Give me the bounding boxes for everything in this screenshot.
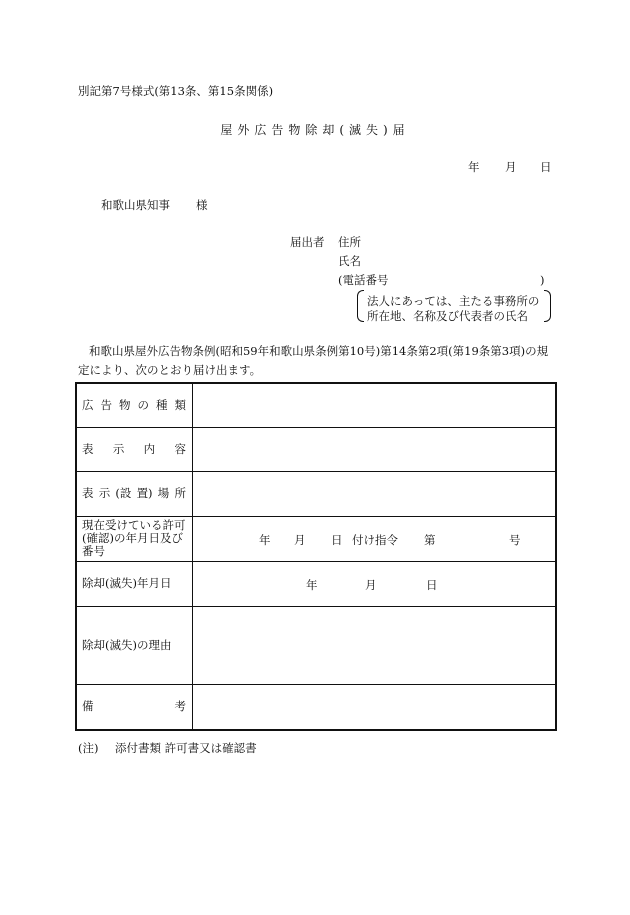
permit-month-label: 月 (294, 532, 306, 547)
permit-number-prefix: 第 (424, 532, 436, 547)
corporation-note (357, 290, 551, 322)
ad-type-value[interactable] (193, 383, 557, 427)
ad-type-label-char: の (137, 397, 149, 412)
ad-type-label-char: 種 (156, 397, 168, 412)
table-row-removal-date (76, 561, 556, 606)
permit-number-suffix: 号 (509, 532, 521, 547)
remarks-label (76, 684, 193, 730)
ad-type-label-char: 類 (174, 397, 186, 412)
removal-date-day-label: 日 (426, 577, 438, 592)
permit-value[interactable] (193, 516, 557, 561)
right-bracket (544, 290, 551, 322)
remarks-value[interactable] (193, 684, 557, 730)
removal-date-year-label: 年 (306, 577, 318, 592)
table-row-removal-reason (76, 606, 556, 684)
date-year-label: 年 (468, 160, 480, 174)
display-location-label-char: 置) (136, 486, 153, 500)
display-location-label-char: 所 (174, 486, 186, 500)
ad-type-label-char: 告 (100, 397, 112, 412)
left-bracket (357, 290, 364, 322)
note-text: 添付書類 許可書又は確認書 (115, 741, 257, 755)
ad-type-label-char: 物 (119, 397, 131, 412)
body-text: 和歌山県屋外広告物条例(昭和59年和歌山県条例第10号)第14条第2項(第19条第3項)の規定により、次のとおり届け出ます。 (78, 344, 549, 377)
form-reference: 別記第7号様式(第13条、第15条関係) (78, 84, 274, 98)
display-content-label-char: 容 (174, 441, 186, 456)
table-row-remarks (76, 684, 556, 730)
display-location-label-char: 表 (82, 486, 94, 500)
ad-type-label-char: 広 (82, 397, 94, 412)
permit-label: 現在受けている許可(確認)の年月日及び番号 (76, 516, 193, 561)
date-day-label: 日 (540, 160, 552, 174)
table-row-permit (76, 516, 556, 561)
notifier-label: 届出者 (290, 235, 325, 249)
notifier-name-label: 氏名 (338, 254, 361, 268)
notifier-phone-label: (電話番号 (338, 273, 389, 287)
document-title: 屋外広告物除却(滅失)届 (220, 123, 410, 137)
note-label: (注) (78, 741, 99, 755)
notification-table (75, 382, 557, 731)
remarks-label-char: 備 (82, 699, 94, 714)
display-location-label (76, 471, 193, 516)
display-location-label-char: (設 (115, 486, 132, 500)
display-content-label-char: 表 (82, 441, 94, 456)
display-location-label-char: 場 (157, 486, 170, 500)
removal-date-value[interactable] (193, 561, 557, 606)
display-location-value[interactable] (193, 471, 557, 516)
removal-reason-label: 除却(滅失)の理由 (76, 606, 193, 684)
display-content-value[interactable] (193, 427, 557, 471)
removal-reason-value[interactable] (193, 606, 557, 684)
permit-day-label: 日 (331, 532, 343, 547)
ad-type-label (76, 383, 193, 427)
removal-date-label: 除却(滅失)年月日 (76, 561, 193, 606)
permit-year-label: 年 (259, 532, 271, 547)
display-content-label-char: 内 (143, 441, 156, 456)
addressee-honorific: 様 (196, 198, 208, 212)
notifier-phone-close: ) (540, 273, 545, 287)
display-content-label (76, 427, 193, 471)
permit-directive-label: 付け指令 (352, 532, 398, 547)
corporation-note-line1: 法人にあっては、主たる事務所の (367, 294, 540, 308)
corporation-note-line2: 所在地、名称及び代表者の氏名 (367, 309, 528, 323)
display-content-label-char: 示 (112, 441, 125, 456)
display-location-label-char: 示 (98, 486, 111, 500)
table-row-ad-type (76, 383, 556, 427)
table-row-display-location (76, 471, 556, 516)
removal-date-month-label: 月 (365, 577, 377, 592)
table-row-display-content (76, 427, 556, 471)
addressee-name: 和歌山県知事 (101, 198, 170, 212)
notifier-address-label: 住所 (338, 235, 361, 249)
remarks-label-char: 考 (174, 699, 186, 714)
date-month-label: 月 (505, 160, 517, 174)
